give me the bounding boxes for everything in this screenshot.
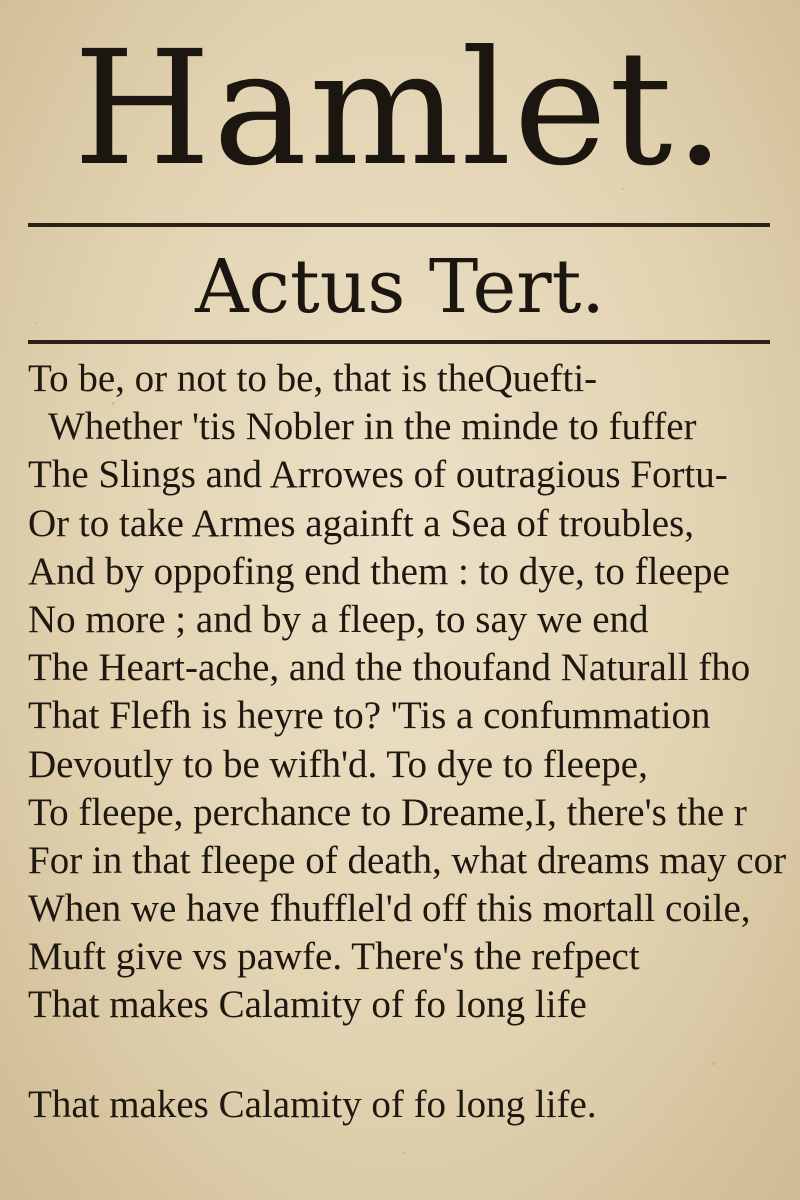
verse-block: [28, 355, 800, 1030]
verse-line: To be, or not to be, that is theQuefti-: [28, 357, 598, 400]
verse-line: No more ; and by a fleep, to say we end: [28, 597, 649, 641]
title-rule: [28, 223, 770, 227]
paper-speck: [402, 1152, 405, 1154]
verse-line: Or to take Armes againft a Sea of troubles,: [28, 501, 695, 545]
heading-rule: [28, 340, 770, 344]
verse-line: Muft give vs pawfe. There's the refpect: [28, 935, 640, 979]
verse-line: The Heart-ache, and the thoufand Naturall fho: [28, 646, 751, 690]
verse-line: To fleepe, perchance to Dreame,I, there's the r: [28, 790, 747, 834]
act-heading: Actus Tert.: [195, 244, 605, 330]
verse-line: The Slings and Arrowes of outragious Fortu-: [28, 453, 728, 497]
paper-speck: [71, 1031, 73, 1033]
verse-line: And by oppofing end them : to dye, to fleepe: [28, 549, 730, 593]
verse-line: Devoutly to be wifh'd. To dye to fleepe,: [28, 742, 648, 786]
verse-line: When we have fhufflel'd off this mortall coile,: [28, 887, 751, 931]
final-verse-line: That makes Calamity of fo long life.: [28, 1083, 597, 1126]
verse-line: Whether 'tis Nobler in the minde to fuffer: [48, 405, 697, 449]
verse-line: That makes Calamity of fo long life: [28, 983, 587, 1027]
paper-speck: [712, 1062, 715, 1065]
page-title: Hamlet.: [73, 17, 727, 201]
verse-line: For in that fleepe of death, what dreams may cor: [28, 838, 787, 882]
verse-line: That Flefh is heyre to? 'Tis a confummation: [28, 694, 711, 738]
